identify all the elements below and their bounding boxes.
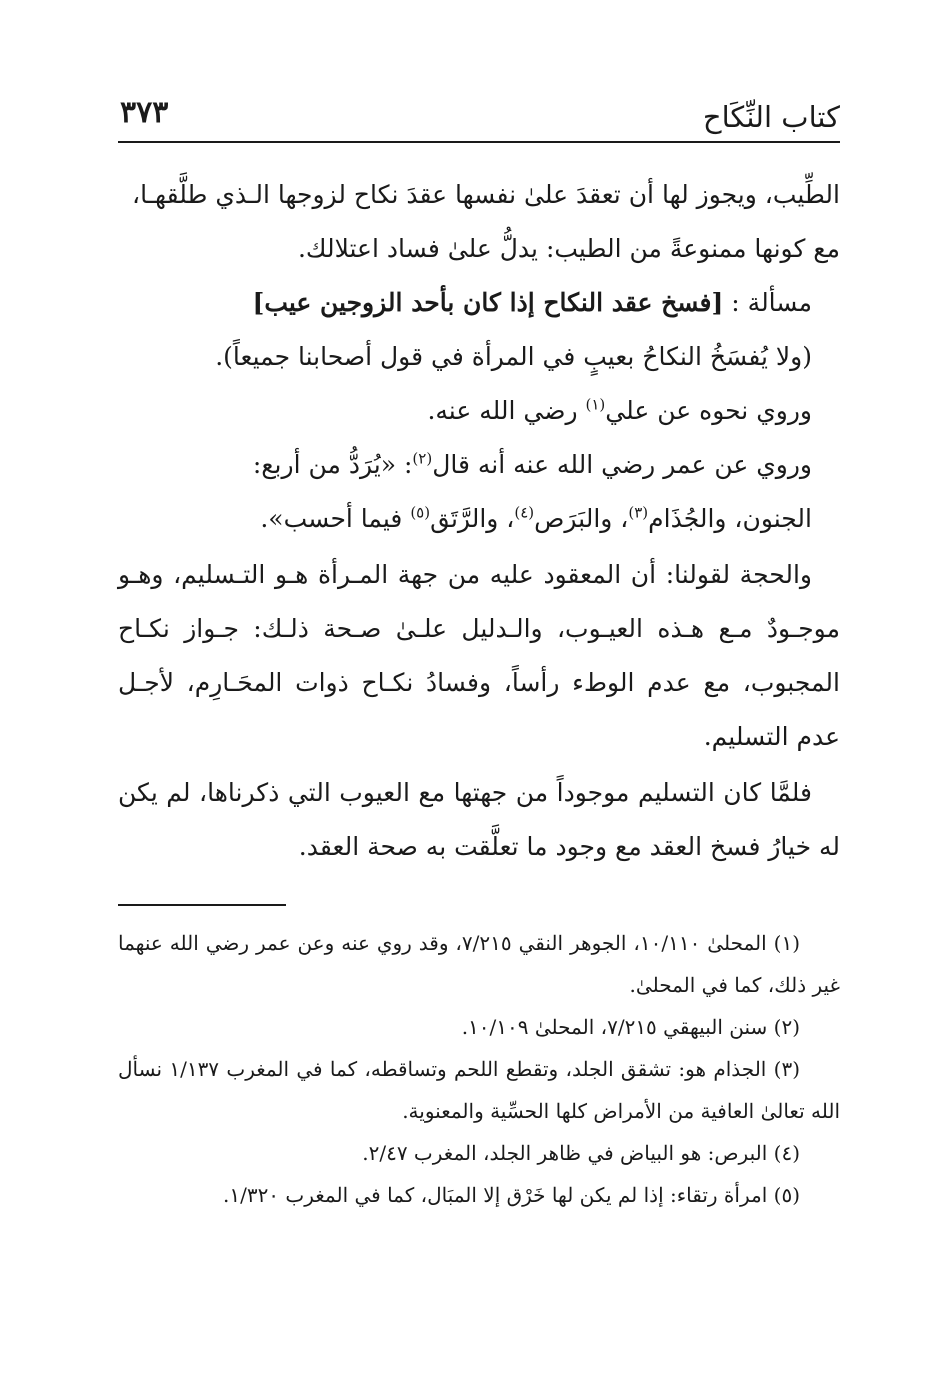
- footnote-5: (٥) امرأة رتقاء: إذا لم يكن لها خَرْق إلا المبَال، كما في المغرب ١/٣٢٠.: [222, 1183, 800, 1207]
- book-page: [118, 0, 840, 1381]
- riwaya-umar: [118, 438, 840, 492]
- riwaya-text: : «يُرَدُّ من أربع:: [252, 450, 413, 479]
- page-number: ٣٧٣: [120, 95, 169, 130]
- page-header: [118, 92, 840, 142]
- riwaya-ali: [118, 384, 840, 438]
- main-text: [118, 168, 840, 874]
- masala-title: [فسخ عقد النكاح إذا كان بأحد الزوجين عيب]: [252, 288, 724, 317]
- masala-heading: [118, 276, 840, 330]
- hujja-paragraph: والحجة لقولنا: أن المعقود عليه من جهة المـرأة هـو التـسليم، وهـو موجـودٌ مـع هـذه العيـوب، والـدليل علـىٰ صـحة ذلـك: جـواز نكـاح المجبوب، مع عدم الوطء رأساً، وفسادُ نكـاح ذوات المحَـارِم، لأجـل عدم التسليم.: [118, 560, 840, 751]
- footnote-ref-4: (٤): [514, 503, 535, 522]
- list-text: ، والبَرَص: [534, 504, 629, 533]
- footnotes: [118, 922, 840, 1216]
- footnote-divider: [118, 904, 286, 906]
- footnote-ref-2: (٢): [412, 449, 433, 468]
- footnote-3: (٣) الجذام هو: تشقق الجلد، وتقطع اللحم وتساقطه، كما في المغرب ١/١٣٧ نسأل الله تعالىٰ العافية من الأمراض كلها الحسِّية والمعنوية.: [118, 1057, 840, 1123]
- footnote-ref-5: (٥): [410, 503, 431, 522]
- masala-label: مسألة :: [731, 288, 812, 317]
- footnote-4: (٤) البرص: هو البياض في ظاهر الجلد، المغرب ٢/٤٧.: [362, 1141, 800, 1165]
- header-divider: [118, 141, 840, 143]
- footnote-2: (٢) سنن البيهقي ٧/٢١٥، المحلىٰ ١٠/١٠٩.: [461, 1015, 800, 1039]
- riwaya-text: وروي عن عمر رضي الله عنه أنه قال: [432, 450, 812, 479]
- paragraph-line: مع كونها ممنوعةً من الطيب: يدلُّ علىٰ فساد اعتلالك.: [297, 234, 840, 263]
- falamma-paragraph: فلمَّا كان التسليم موجوداً من جهتها مع العيوب التي ذكرناها، لم يكن له خيارُ فسخ العقد مع وجود ما تعلَّقت به صحة العقد.: [118, 778, 840, 861]
- footnote-ref-1: (١): [585, 395, 606, 414]
- defects-list: [118, 492, 840, 546]
- riwaya-text: رضي الله عنه.: [427, 396, 586, 425]
- paragraph-line: الطِّيب، ويجوز لها أن تعقدَ علىٰ نفسها عقدَ نكاح لزوجها الـذي طلَّقهـا،: [132, 180, 840, 209]
- footnote-1: (١) المحلىٰ ١٠/١١٠، الجوهر النقي ٧/٢١٥، وقد روي عنه وعن عمر رضي الله عنهما غير ذلك، كما في المحلىٰ.: [118, 931, 840, 997]
- riwaya-text: وروي نحوه عن علي: [605, 396, 812, 425]
- list-text: فيما أحسب».: [260, 504, 411, 533]
- chapter-title: كتاب النِّكَاح: [702, 100, 840, 134]
- list-text: ، والرَّتَق: [430, 504, 515, 533]
- footnote-ref-3: (٣): [628, 503, 649, 522]
- matn-quote: (ولا يُفسَخُ النكاحُ بعيبٍ في المرأة في قول أصحابنا جميعاً).: [215, 342, 812, 371]
- list-text: الجنون، والجُذَام: [648, 504, 812, 533]
